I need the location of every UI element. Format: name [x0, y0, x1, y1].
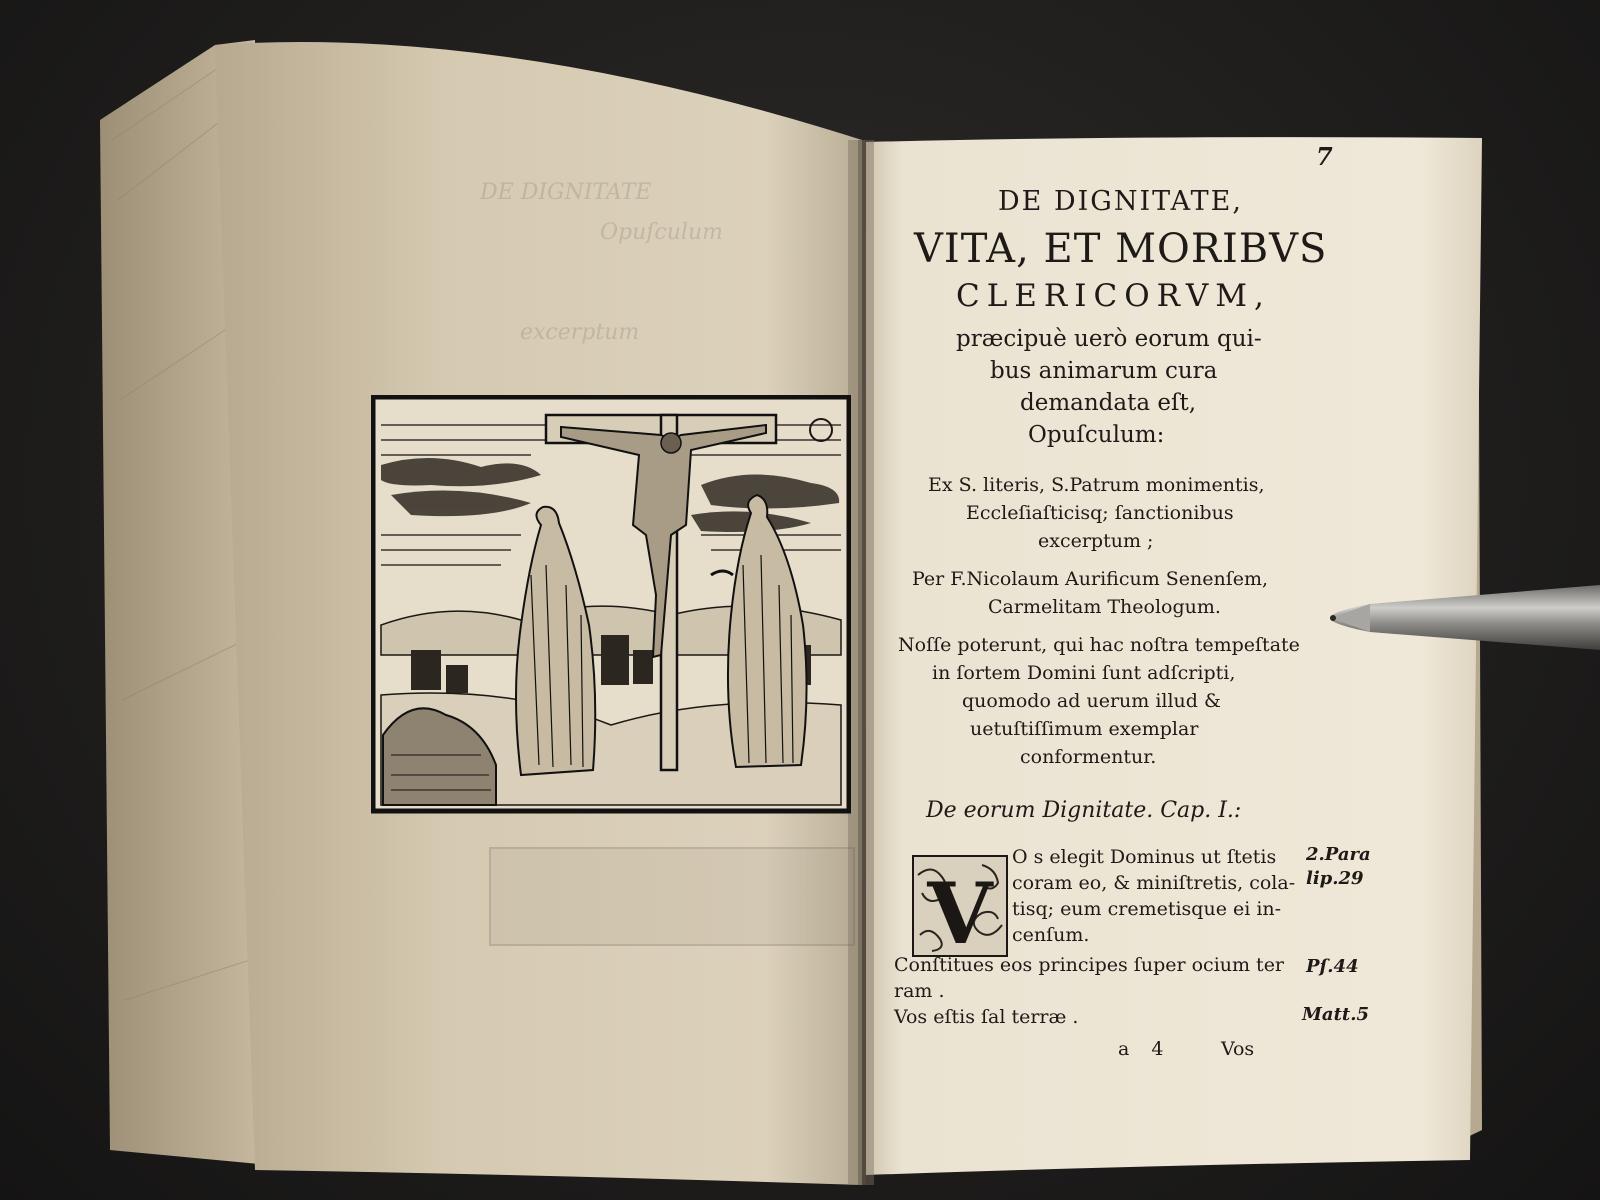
title-line-1: DE DIGNITATE, — [998, 186, 1243, 217]
bleed-through-text: DE DIGNITATE — [480, 180, 652, 205]
body-line: Conſtitues eos principes ſuper ocium ter — [894, 954, 1285, 976]
dropcap-letter: V — [927, 864, 993, 957]
subtitle-line: demandata eſt, — [1020, 390, 1197, 416]
margin-note: Pſ.44 — [1306, 956, 1359, 977]
motto-line: quomodo ad uerum illud & — [962, 690, 1221, 712]
margin-note: Matt.5 — [1302, 1004, 1370, 1025]
woodcut-crucifixion-illustration — [371, 395, 851, 815]
margin-note: lip.29 — [1306, 868, 1364, 889]
body-line: O s elegit Dominus ut ſtetis — [1012, 846, 1277, 868]
margin-note: 2.Para — [1306, 844, 1371, 865]
bleed-through-ornament — [489, 847, 855, 946]
body-line: tisq; eum cremetisque ei in- — [1012, 898, 1282, 920]
subtitle-line: Opuſculum: — [1028, 422, 1165, 448]
signature-mark: a 4 — [1118, 1038, 1172, 1060]
title-line-3: CLERICORVM, — [956, 278, 1271, 314]
source-line: Eccleſiaſticisq; ſanctionibus — [966, 502, 1234, 524]
subtitle-line: præcipuè uerò eorum qui- — [956, 326, 1262, 352]
body-line: cenſum. — [1012, 924, 1090, 946]
motto-line: conformentur. — [1020, 746, 1157, 768]
body-line: coram eo, & miniſtretis, cola- — [1012, 872, 1296, 894]
chapter-heading: De eorum Dignitate. Cap. I.: — [926, 798, 1242, 823]
title-line-2: VITA, ET MORIBVS — [914, 226, 1328, 272]
motto-line: Noſſe poterunt, qui hac noſtra tempeſtate — [898, 634, 1300, 656]
subtitle-line: bus animarum cura — [990, 358, 1218, 384]
source-line: Ex S. literis, S.Patrum monimentis, — [928, 474, 1265, 496]
motto-line: in ſortem Domini ſunt adſcripti, — [932, 662, 1236, 684]
body-line: ram . — [894, 980, 945, 1002]
bleed-through-text: excerptum — [520, 320, 640, 345]
body-line: Vos eſtis ſal terræ . — [894, 1006, 1079, 1028]
source-line: excerptum ; — [1038, 530, 1154, 552]
catchword: Vos — [1221, 1038, 1255, 1060]
motto-line: uetuſtiſſimum exemplar — [970, 718, 1199, 740]
page-number: 7 — [1316, 142, 1333, 171]
bleed-through-text: Opuſculum — [600, 220, 723, 245]
author-line: Carmelitam Theologum. — [988, 596, 1221, 618]
right-page-text — [878, 142, 1388, 1140]
author-line: Per F.Nicolaum Aurificum Senenſem, — [912, 568, 1269, 590]
ornamental-dropcap — [912, 855, 1008, 957]
